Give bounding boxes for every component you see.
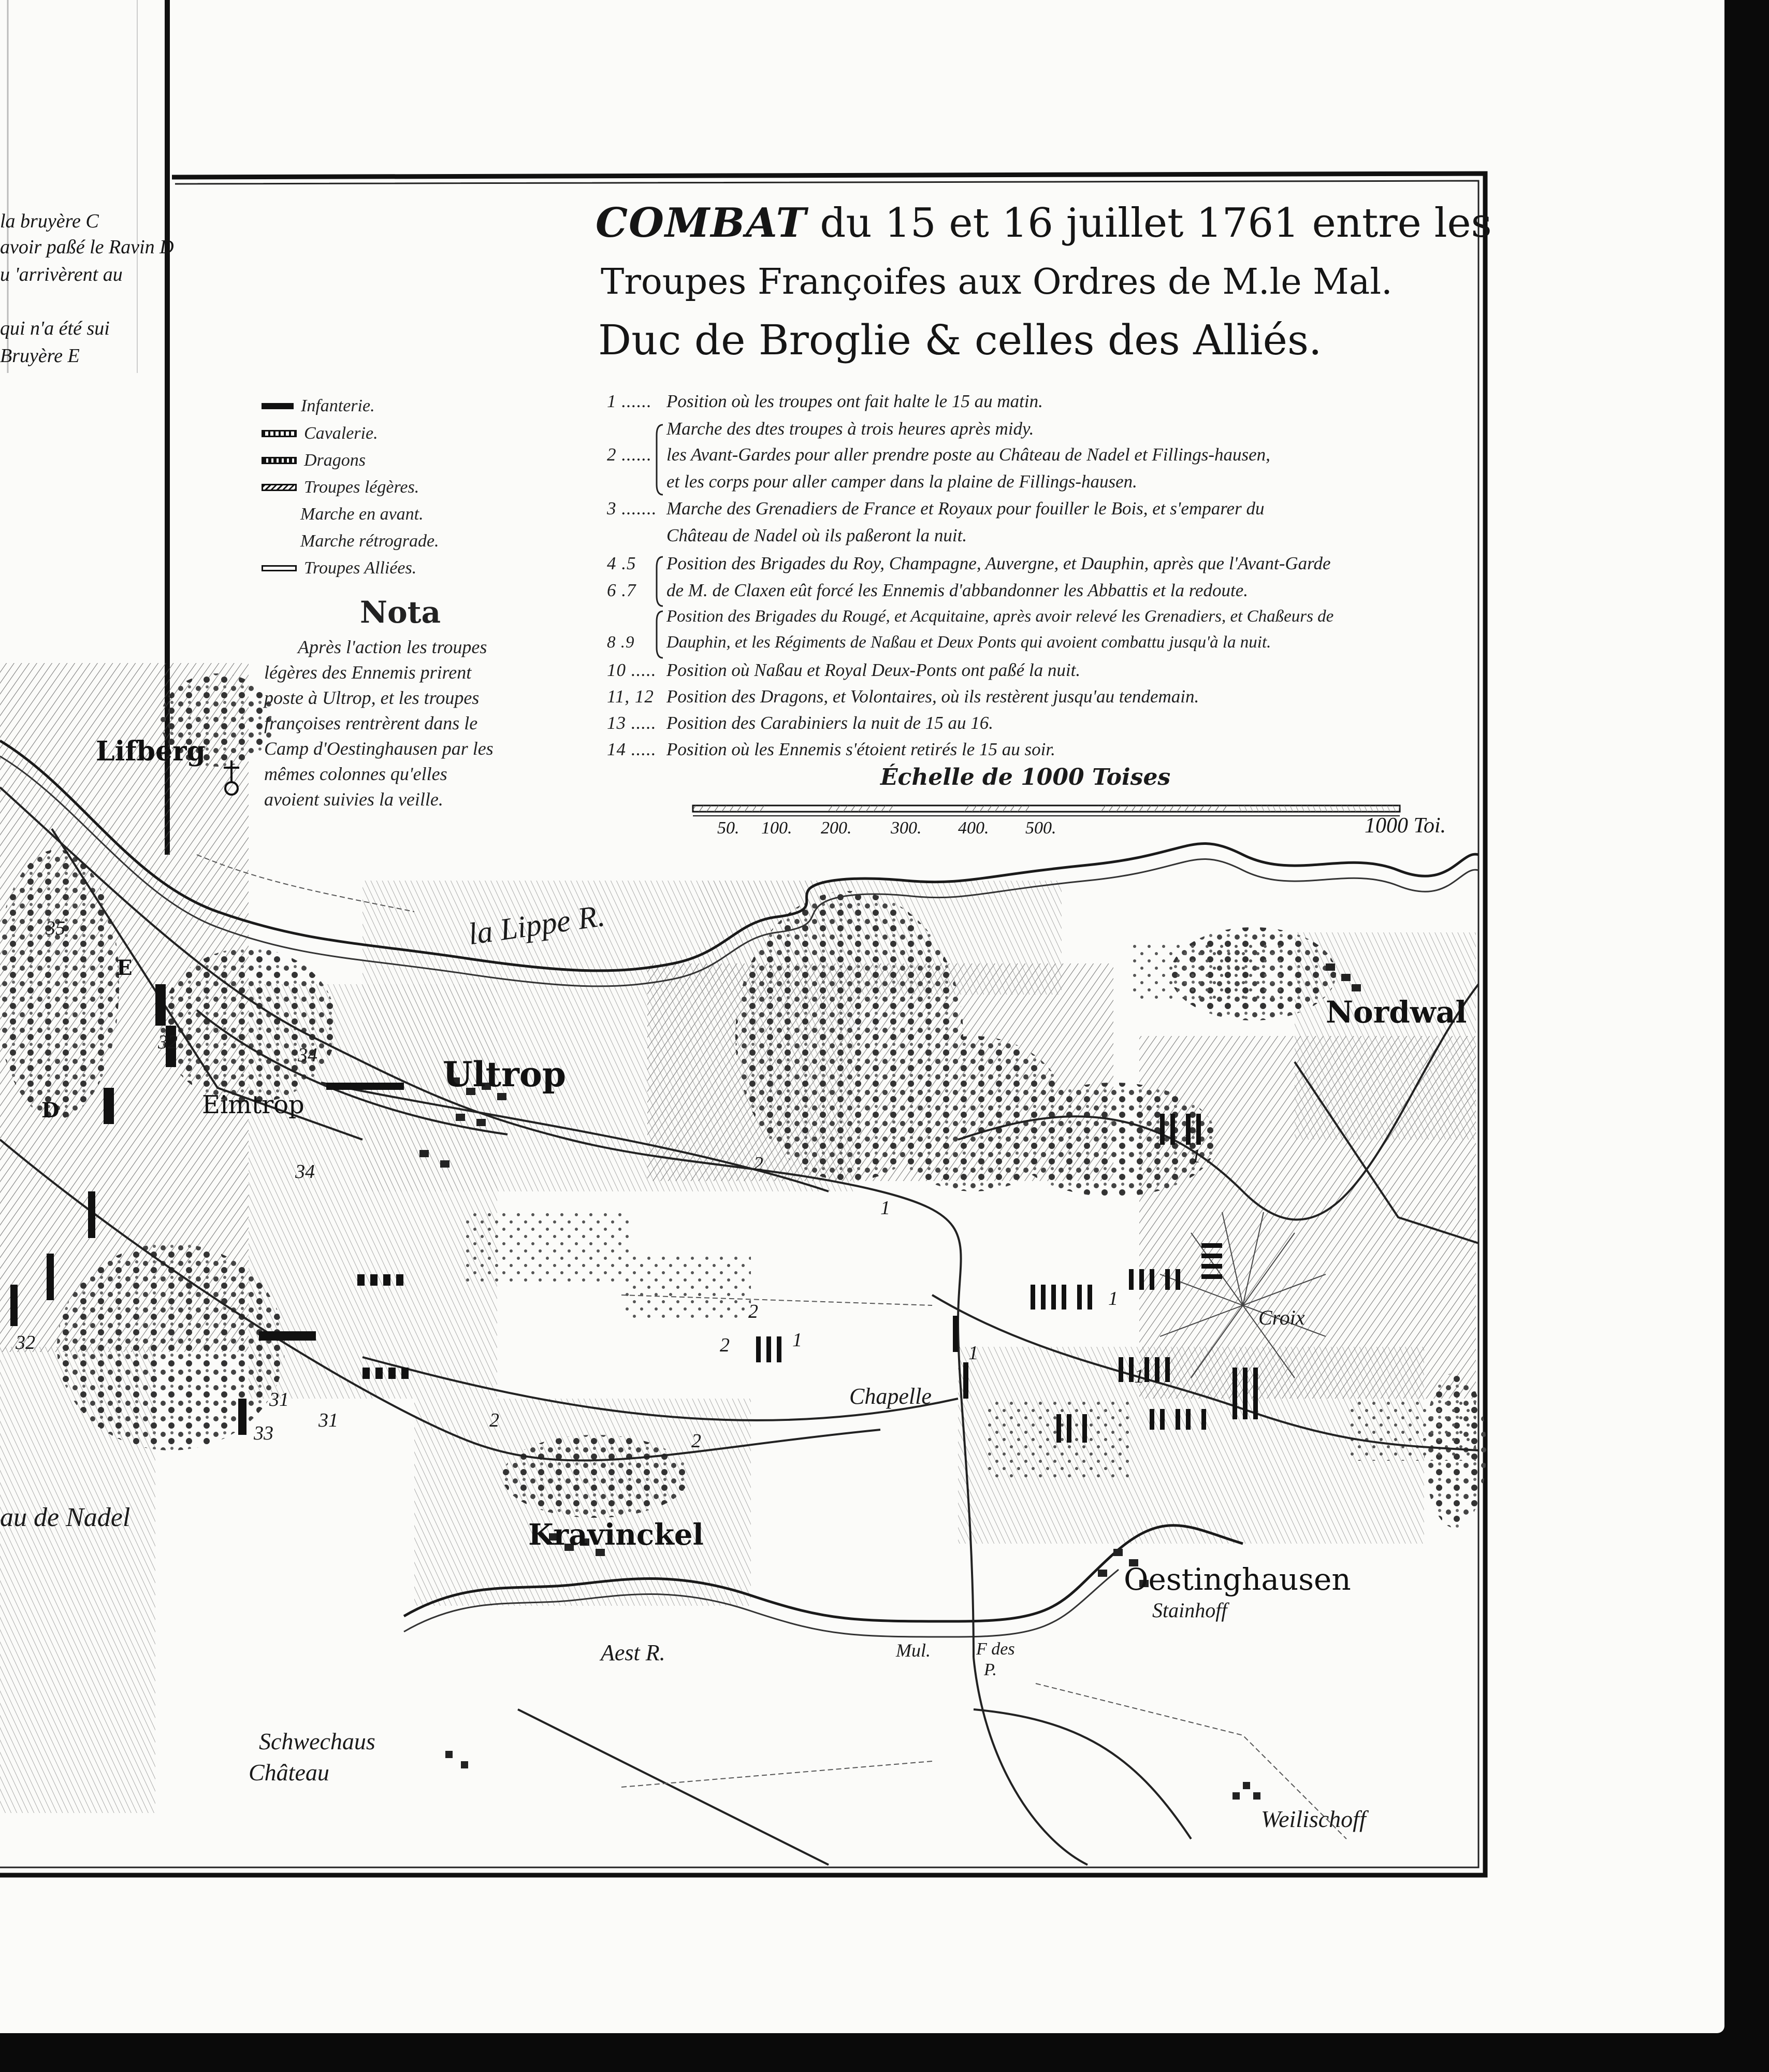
position-row	[607, 525, 967, 546]
dragoons-symbol-icon	[262, 457, 297, 464]
position-text: Château de Nadel où ils paßeront la nuit.	[666, 525, 967, 545]
place-mill: Mul.	[896, 1640, 931, 1661]
map-number: 32	[16, 1332, 35, 1354]
position-row	[607, 471, 1137, 492]
legend-label: Dragons	[304, 451, 366, 470]
nota-heading: Nota	[360, 595, 441, 630]
position-row	[607, 444, 1270, 465]
position-text: Marche des Grenadiers de France et Royaux pour fouiller le Bois, et s'emparer du	[666, 498, 1265, 519]
fragment-line: u 'arrivèrent au	[0, 264, 123, 285]
position-row	[607, 607, 1333, 626]
position-number: 8 .9	[607, 633, 635, 652]
position-number: 10 .....	[607, 660, 657, 680]
place-ultrop: Ultrop	[443, 1054, 567, 1095]
legend-label: Marche en avant.	[300, 505, 424, 524]
light-troops-symbol-icon	[262, 484, 297, 491]
legend-label: Infanterie.	[301, 396, 375, 415]
place-kravinckel: Kravinckel	[528, 1518, 704, 1552]
place-chateau-de-nadel: au de Nadel	[0, 1503, 130, 1532]
position-text: Position où les Ennemis s'étoient retirés le 15 au soir.	[666, 739, 1055, 759]
nota-line: avoient suivies la veille.	[264, 789, 443, 810]
place-stainhoff: Stainhoff	[1152, 1599, 1227, 1622]
map-number: 33	[254, 1422, 273, 1444]
map-number: 1	[1134, 1365, 1144, 1387]
title-line-2: Troupes Françoifes aux Ordres de M.le Mal.	[601, 262, 1393, 303]
map-letter-e: E	[117, 956, 133, 980]
position-number: 3 .......	[607, 498, 657, 519]
map-number: 31	[318, 1409, 338, 1431]
map-number: 34	[298, 1044, 317, 1066]
title-combat: COMBAT	[596, 199, 807, 247]
title-line-3: Duc de Broglie & celles des Alliés.	[598, 316, 1322, 364]
position-number: 4 .5	[607, 553, 636, 573]
position-number: 1 ......	[607, 391, 652, 411]
position-number: 2 ......	[607, 444, 652, 465]
map-number: 2	[753, 1153, 763, 1175]
position-number: 11, 12	[607, 686, 654, 707]
scale-tick: 100.	[761, 818, 792, 838]
scale-tick: 400.	[958, 818, 989, 838]
position-row	[607, 580, 1248, 601]
map-number: 1	[792, 1329, 802, 1351]
position-text: Marche des dtes troupes à trois heures après midy.	[666, 419, 1034, 439]
legend-item-troupes-alliees	[262, 558, 416, 578]
position-text: les Avant-Gardes pour aller prendre poste au Château de Nadel et Fillings-hausen,	[666, 444, 1270, 465]
position-row	[607, 633, 1271, 652]
position-row	[607, 713, 993, 733]
legend-label: Cavalerie.	[304, 424, 378, 443]
place-croix: Croix	[1258, 1306, 1305, 1329]
map-number: 2	[489, 1409, 499, 1431]
map-number: 2	[691, 1430, 701, 1452]
legend-item-infanterie	[262, 396, 375, 416]
position-row	[607, 553, 1331, 574]
position-text: de M. de Claxen eût forcé les Ennemis d'abbandonner les Abbattis et la redoute.	[666, 580, 1249, 600]
map-number: 1	[968, 1342, 978, 1364]
fragment-line: avoir paßé le Ravin D	[0, 236, 174, 258]
legend-item-marche-retrograde	[300, 531, 439, 551]
position-row	[607, 391, 1043, 412]
scale-end-label: 1000 Toi.	[1365, 814, 1446, 838]
place-schwechaus: Schwechaus	[259, 1728, 375, 1754]
scale-title: Échelle de 1000 Toises	[880, 764, 1171, 790]
fragment-line: la bruyère C	[0, 210, 99, 232]
infantry-symbol-icon	[262, 403, 294, 409]
legend-item-marche-avant	[300, 505, 424, 524]
fragment-line: qui n'a été sui	[0, 318, 110, 339]
position-text: Position des Brigades du Rougé, et Acquitaine, après avoir relevé les Grenadiers, et Chaßeurs de	[666, 607, 1334, 626]
river-label-lippe: la Lippe R.	[466, 898, 607, 952]
map-number: 1	[1191, 1145, 1201, 1167]
river-label-aest: Aest R.	[601, 1640, 665, 1665]
position-text: Position des Brigades du Roy, Champagne, Auvergne, et Dauphin, après que l'Avant-Garde	[666, 553, 1331, 573]
scale-bar	[693, 805, 1400, 816]
place-chateau: Château	[249, 1759, 329, 1786]
title-line-1-rest: du 15 et 16 juillet 1761 entre les	[820, 200, 1492, 247]
legend-item-dragons	[262, 451, 366, 470]
place-chapelle: Chapelle	[849, 1384, 932, 1409]
map-number: 32	[158, 1031, 178, 1053]
place-oestinghausen: Oestinghausen	[1124, 1562, 1351, 1597]
position-text: Position où Naßau et Royal Deux-Ponts ont paßé la nuit.	[666, 660, 1081, 680]
nota-line: légères des Ennemis prirent	[264, 662, 472, 683]
position-text: Position où les troupes ont fait halte le 15 au matin.	[666, 391, 1043, 411]
legend-item-cavalerie	[262, 424, 378, 443]
map-number: 2	[720, 1334, 730, 1356]
map-number: 31	[269, 1389, 289, 1411]
map-number: 1	[880, 1197, 890, 1219]
position-row	[607, 739, 1055, 760]
position-row	[607, 419, 1034, 439]
fragment-line: Bruyère E	[0, 345, 80, 367]
legend-label: Troupes légères.	[304, 478, 419, 497]
legend-label: Troupes Alliées.	[304, 558, 417, 578]
position-number: 6 .7	[607, 580, 636, 600]
position-row	[607, 686, 1199, 707]
position-row	[607, 498, 1264, 519]
place-weilischoff: Weilischoff	[1261, 1806, 1366, 1832]
position-text: Position des Dragons, et Volontaires, où ils restèrent jusqu'au tendemain.	[666, 686, 1199, 707]
nota-line: Après l'action les troupes	[298, 637, 487, 657]
cavalry-symbol-icon	[262, 430, 297, 437]
scale-tick: 50.	[717, 818, 740, 838]
position-row	[607, 660, 1080, 681]
position-text: Dauphin, et les Régiments de Naßau et Deux Ponts qui avoient combattu jusqu'à la nuit.	[666, 633, 1271, 652]
place-p: P.	[984, 1660, 997, 1679]
scale-tick: 300.	[891, 818, 922, 838]
map-letter-d: D	[41, 1098, 60, 1123]
map-number: 34	[295, 1161, 315, 1183]
legend-label: Marche rétrograde.	[300, 531, 439, 551]
position-number: 14 .....	[607, 739, 657, 759]
map-number: 1	[1108, 1288, 1118, 1310]
map-number: 35	[46, 917, 65, 939]
nota-line: françoises rentrèrent dans le	[264, 713, 478, 733]
map-number: 2	[748, 1301, 758, 1322]
place-eimtrop: Eimtrop	[202, 1090, 304, 1119]
position-text: Position des Carabiniers la nuit de 15 au 16.	[666, 713, 993, 733]
nota-line: mêmes colonnes qu'elles	[264, 764, 447, 784]
allied-troops-symbol-icon	[262, 565, 297, 571]
legend-item-troupes-legeres	[262, 478, 419, 497]
scale-tick: 200.	[821, 818, 852, 838]
position-text: et les corps pour aller camper dans la plaine de Fillings-hausen.	[666, 471, 1137, 492]
nota-line: Camp d'Oestinghausen par les	[264, 738, 494, 759]
scale-tick: 500.	[1025, 818, 1056, 838]
place-f-des: F des	[976, 1639, 1015, 1659]
position-number: 13 .....	[607, 713, 657, 733]
title-line-1	[596, 199, 1492, 247]
place-lifberg: Lifberg	[96, 736, 206, 767]
place-nordwal: Nordwal	[1326, 995, 1467, 1030]
nota-line: poste à Ultrop, et les troupes	[264, 687, 480, 708]
